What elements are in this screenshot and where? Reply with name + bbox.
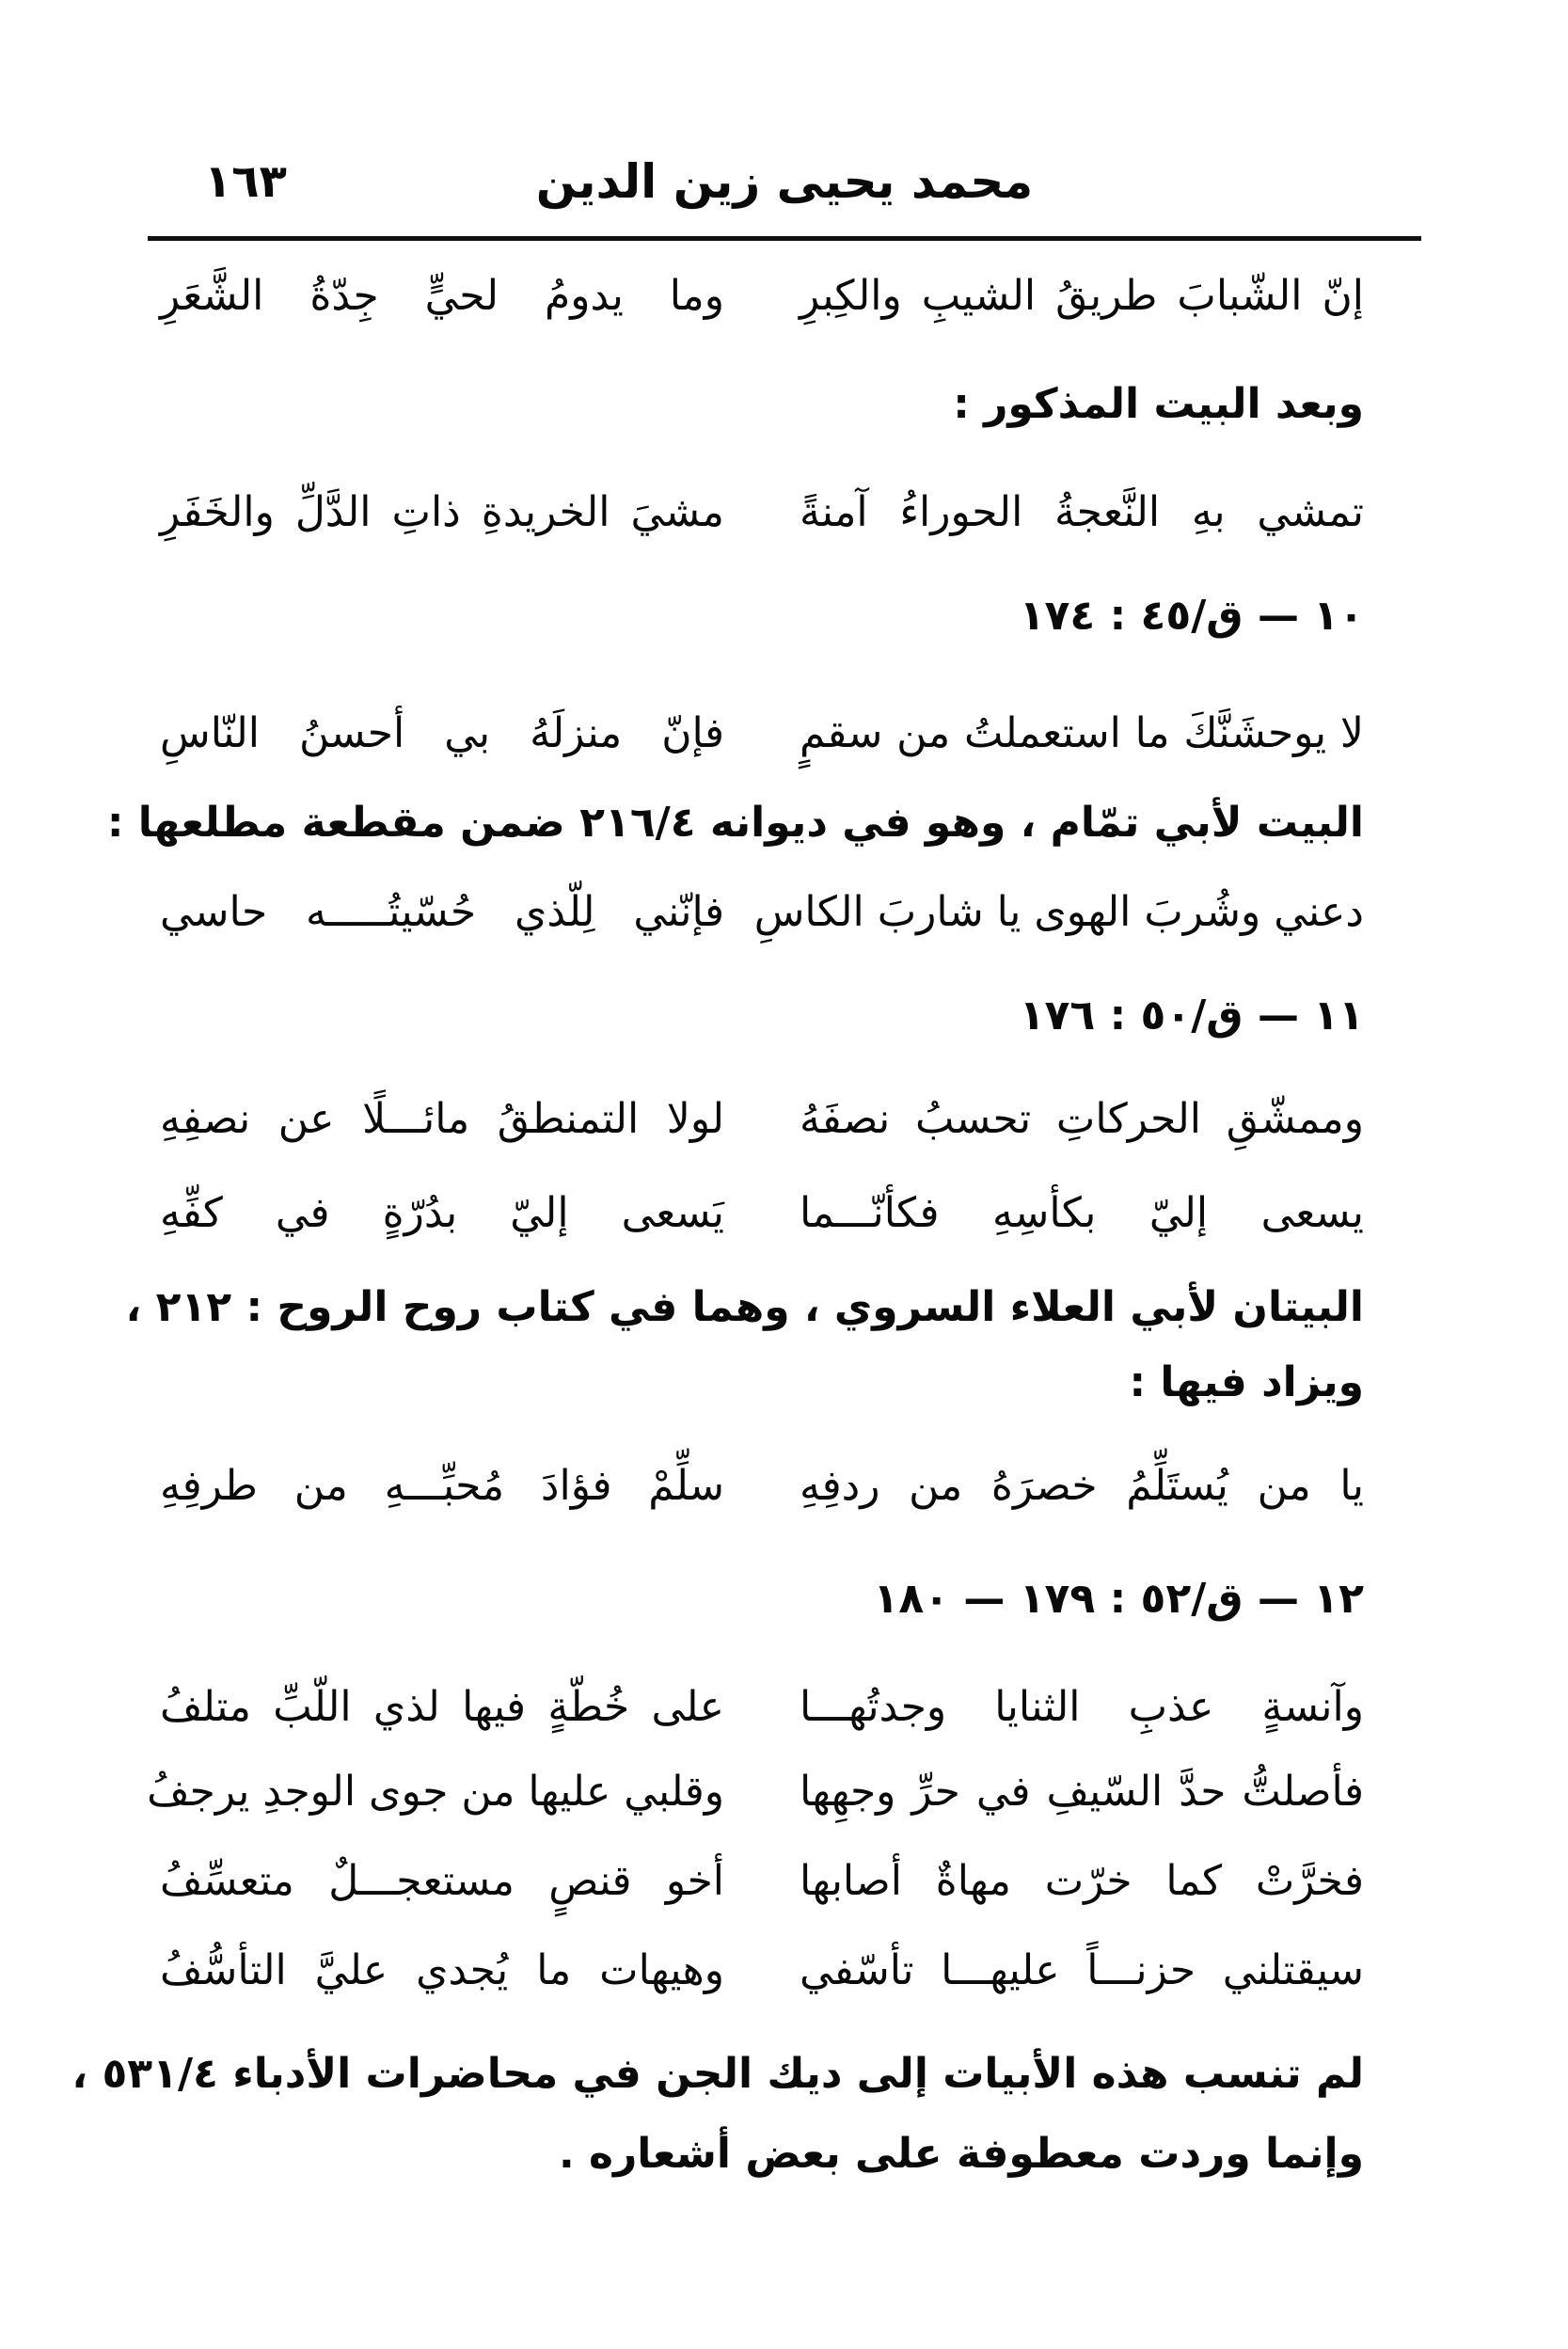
verse-first-hemistich: وآنسةٍ عذبِ الثنايا وجدتُهـــا [800,1683,1364,1731]
verse-second-hemistich: فإنّ منزلَهُ بي أحسنُ النّاسِ [160,709,724,757]
running-header [148,132,1421,226]
page-number: ١٦٣ [204,155,287,208]
prose-line: البيتان لأبي العلاء السروي ، وهما في كتاب روح الروح : ٢١٢ ، [125,1283,1364,1331]
verse-first-hemistich: وممشّقِ الحركاتِ تحسبُ نصفَهُ [800,1095,1364,1143]
verse-second-hemistich: فإنّني لِلّذي حُسّيتُـــــه حاسي [160,888,724,936]
verse-second-hemistich: وقلبي عليها من جوى الوجدِ يرجفُ [147,1768,724,1816]
verse-second-hemistich: وما يدومُ لحيٍّ جِدّةُ الشَّعَرِ [160,272,724,320]
prose-line-continuation: وإنما وردت معطوفة على بعض أشعاره . [558,2130,1364,2178]
prose-line: البيت لأبي تمّام ، وهو في ديوانه ٢١٦/٤ ضمن مقطعة مطلعها : [106,799,1364,847]
verse-first-hemistich: سيقتلني حزنـــاً عليهـــا تأسّفي [800,1946,1364,1994]
verse-first-hemistich: لا يوحشَنَّكَ ما استعملتُ من سقمٍ [800,709,1364,757]
verse-line [160,696,1364,771]
prose-line: لم تنسب هذه الأبيات إلى ديك الجن في محاضرات الأدباء ٥٣١/٤ ، [71,2050,1364,2098]
prose-line-continuation: ويزاد فيها : [1129,1358,1364,1406]
verse-line [160,259,1364,334]
verse-line [160,1670,1364,1745]
section-heading: ١٢ — ق/٥٢ : ١٧٩ — ١٨٠ [873,1575,1364,1623]
verse-first-hemistich: يسعى إليّ بكأسِهِ فكأنّـــما [800,1189,1364,1237]
section-heading: ١١ — ق/٥٠ : ١٧٦ [1019,992,1364,1040]
verse-second-hemistich: على خُطّةٍ فيها لذي اللّبِّ متلفُ [160,1683,724,1731]
verse-line [160,1176,1364,1251]
verse-line [160,1449,1364,1524]
verse-line [147,1754,1364,1830]
verse-line [160,875,1364,950]
verse-second-hemistich: وهيهات ما يُجدي عليَّ التأسُّفُ [160,1946,724,1994]
author-name-header: محمد يحيى زين الدين [535,154,1034,209]
verse-line [160,1844,1364,1919]
verse-line [160,1082,1364,1157]
verse-first-hemistich: فأصلتُّ حدَّ السّيفِ في حرِّ وجهِها [800,1768,1364,1816]
verse-line [160,475,1364,550]
verse-first-hemistich: دعني وشُربَ الهوى يا شاربَ الكاسِ [753,888,1364,936]
verse-second-hemistich: يَسعى إليّ بدُرّةٍ في كفِّهِ [160,1189,724,1237]
verse-first-hemistich: تمشي بهِ النَّعجةُ الحوراءُ آمنةً [800,488,1364,536]
verse-second-hemistich: أخو قنصٍ مستعجـــلٌ متعسِّفُ [160,1857,724,1905]
verse-first-hemistich: إنّ الشّبابَ طريقُ الشيبِ والكِبرِ [800,272,1364,320]
verse-second-hemistich: مشيَ الخريدةِ ذاتِ الدَّلِّ والخَفَرِ [160,488,724,536]
verse-second-hemistich: لولا التمنطقُ مائـــلًا عن نصفِهِ [160,1095,724,1143]
verse-first-hemistich: يا من يُستَلِّمُ خصرَهُ من ردفِهِ [800,1462,1364,1510]
prose-line: وبعد البيت المذكور : [953,380,1364,428]
section-heading: ١٠ — ق/٤٥ : ١٧٤ [1019,592,1364,640]
verse-second-hemistich: سلِّمْ فؤادَ مُحبِّـــهِ من طرفِهِ [160,1462,724,1510]
header-rule-divider [148,236,1421,241]
verse-line [160,1933,1364,2008]
verse-first-hemistich: فخرَّتْ كما خرّت مهاةٌ أصابها [800,1857,1364,1905]
